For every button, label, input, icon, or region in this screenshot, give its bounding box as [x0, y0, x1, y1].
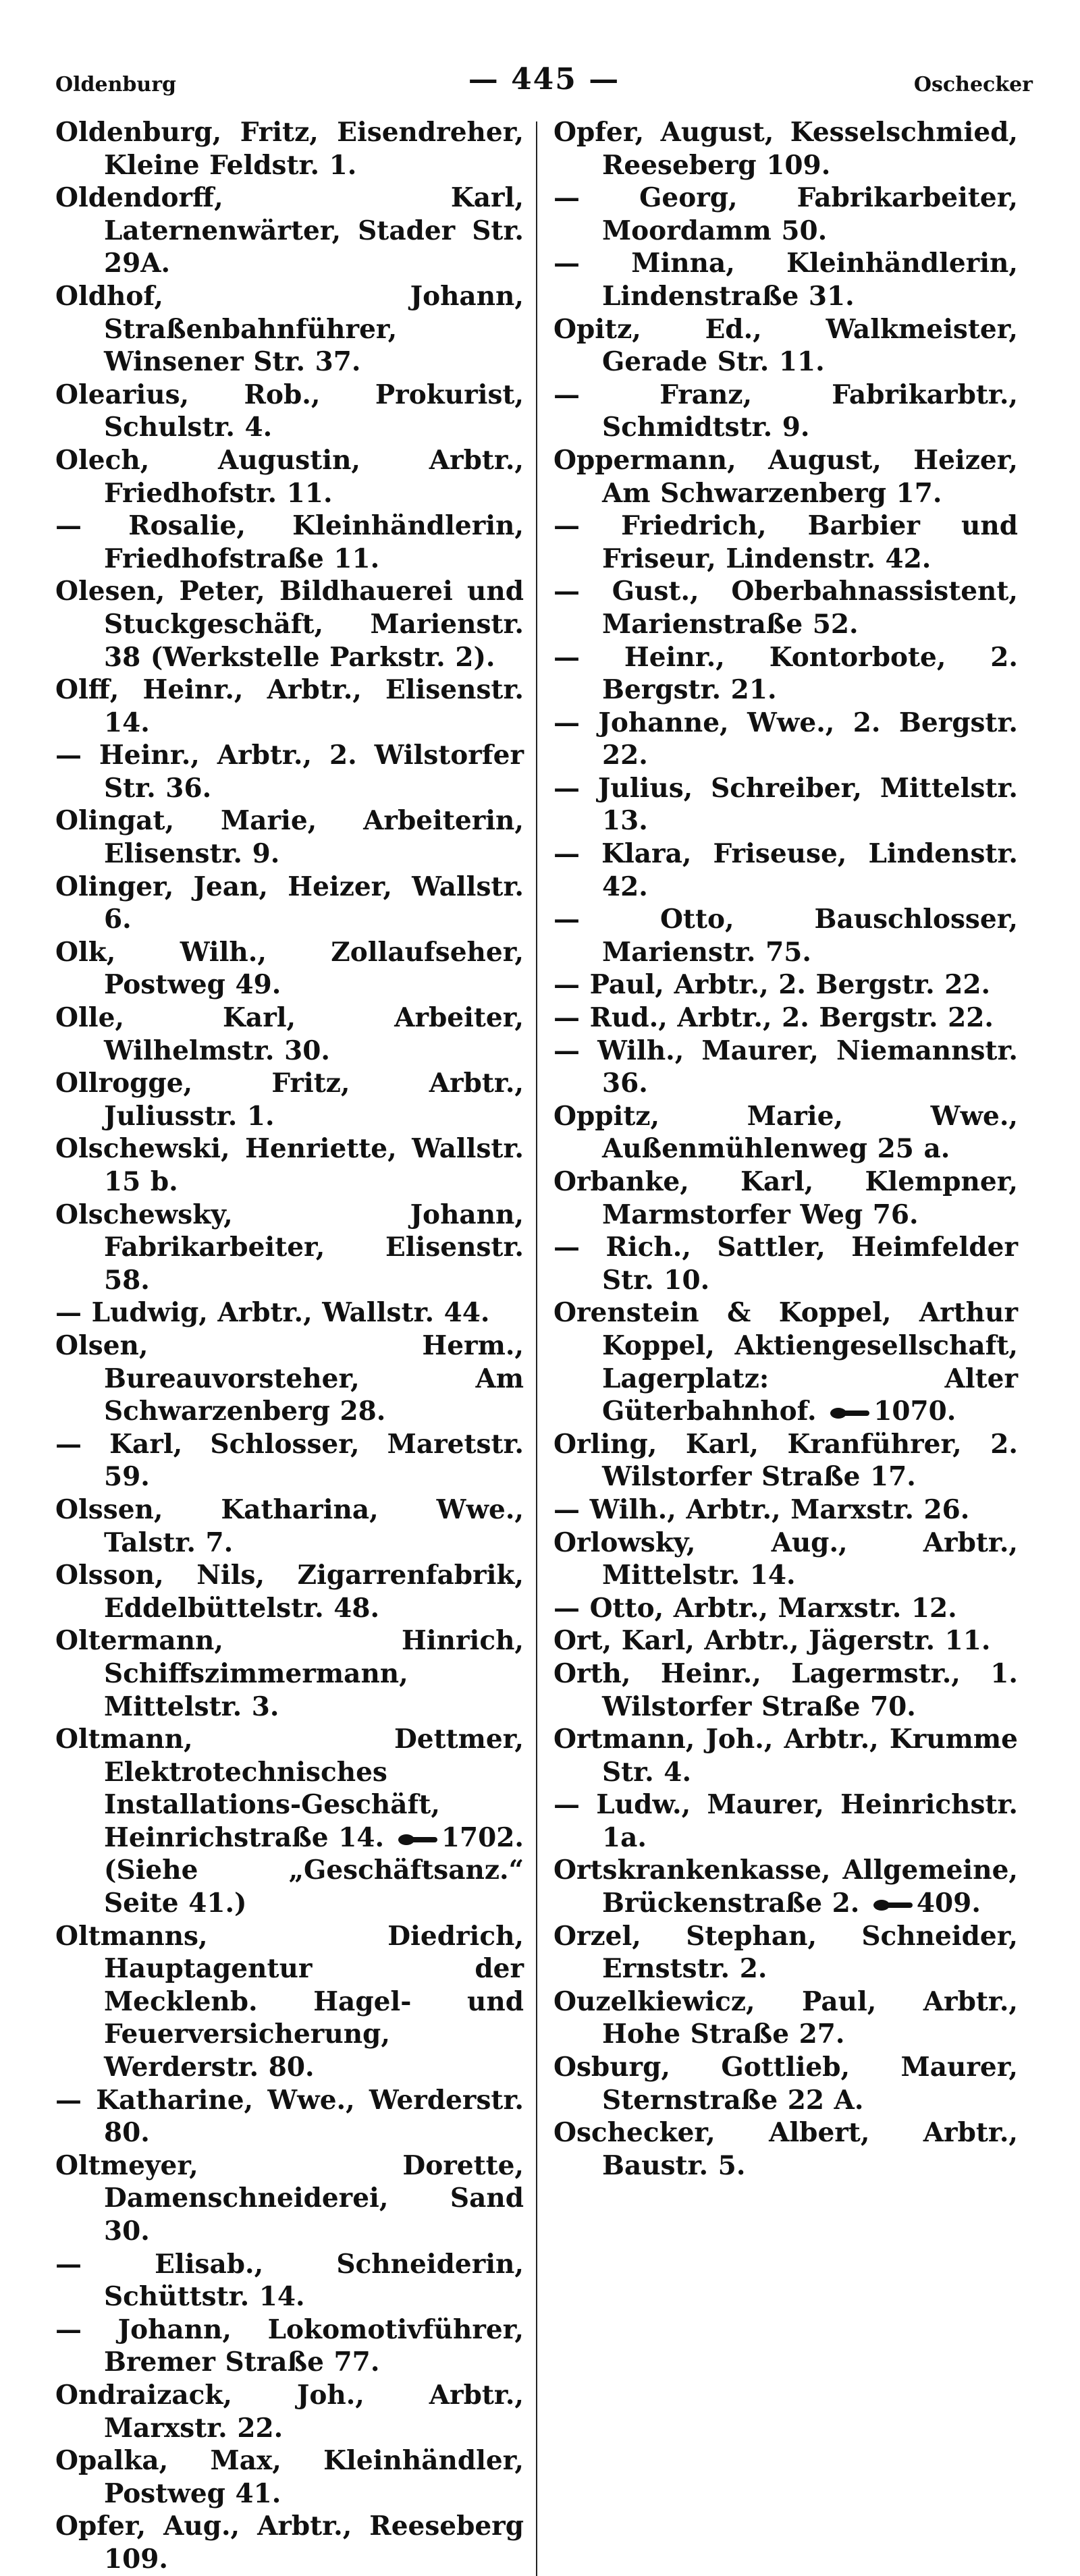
- entry-text: — Gust., Oberbahnassistent, Marienstraße 52.: [554, 576, 1018, 640]
- directory-entry: [55, 2084, 524, 2149]
- directory-entry: [55, 1002, 524, 1067]
- entry-text: Olinger, Jean, Heizer, Wallstr. 6.: [55, 871, 524, 935]
- entry-text: — Karl, Schlosser, Maretstr. 59.: [55, 1428, 524, 1493]
- directory-entry: [55, 1428, 524, 1493]
- entry-text: Olsson, Nils, Zigarrenfabrik, Eddelbüttelstr. 48.: [55, 1560, 524, 1624]
- entry-text: — Franz, Fabrikarbtr., Schmidtstr. 9.: [554, 379, 1018, 443]
- entry-text: Opalka, Max, Kleinhändler, Postweg 41.: [55, 2445, 524, 2509]
- directory-entry: [554, 1527, 1018, 1592]
- entry-text: — Heinr., Kontorbote, 2. Bergstr. 21.: [554, 641, 1018, 706]
- entry-text: Ortskrankenkasse, Allgemeine, Brückenstraße 2.: [554, 1855, 1018, 1919]
- directory-entry: [55, 1493, 524, 1559]
- entry-text: — Ludw., Maurer, Heinrichstr. 1a.: [554, 1789, 1018, 1853]
- directory-entry: [554, 1100, 1018, 1166]
- phone-number: 1070.: [873, 1396, 956, 1427]
- directory-entry: [554, 313, 1018, 379]
- directory-entry: [554, 838, 1018, 903]
- entry-text: Olsen, Herm., Bureauvorsteher, Am Schwarzenberg 28.: [55, 1330, 524, 1427]
- entry-text: — Otto, Arbtr., Marxstr. 12.: [554, 1592, 957, 1624]
- entry-text: Olle, Karl, Arbeiter, Wilhelmstr. 30.: [55, 1002, 524, 1066]
- entry-text: Oldenburg, Fritz, Eisendreher, Kleine Feldstr. 1.: [55, 117, 524, 181]
- entry-text: — Rich., Sattler, Heimfelder Str. 10.: [554, 1232, 1018, 1296]
- entry-text: — Paul, Arbtr., 2. Bergstr. 22.: [554, 969, 991, 1001]
- entry-text: Ouzelkiewicz, Paul, Arbtr., Hohe Straße 27.: [554, 1985, 1018, 2050]
- directory-entry: [55, 1330, 524, 1428]
- entry-text: Osburg, Gottlieb, Maurer, Sternstraße 22 A.: [554, 2052, 1018, 2116]
- directory-entry: [554, 1296, 1018, 1427]
- entry-text: — Rosalie, Kleinhändlerin, Friedhofstraße 11.: [55, 510, 524, 574]
- directory-entry: [554, 1002, 1018, 1035]
- directory-entry: [55, 674, 524, 739]
- directory-entry: [55, 280, 524, 379]
- entry-text: Olff, Heinr., Arbtr., Elisenstr. 14.: [55, 674, 524, 738]
- entry-text: Olingat, Marie, Arbeiterin, Elisenstr. 9.: [55, 805, 524, 870]
- directory-entry: [554, 1493, 1018, 1527]
- directory-entry: [554, 2051, 1018, 2116]
- entry-text: Ollrogge, Fritz, Arbtr., Juliusstr. 1.: [55, 1068, 524, 1132]
- entry-text: Orlowsky, Aug., Arbtr., Mittelstr. 14.: [554, 1527, 1018, 1591]
- directory-entry: [554, 575, 1018, 640]
- page-number: — 445 —: [468, 62, 620, 97]
- entry-text: Orling, Karl, Kranführer, 2. Wilstorfer Straße 17.: [554, 1428, 1018, 1493]
- entry-text: Oppermann, August, Heizer, Am Schwarzenberg 17.: [554, 444, 1018, 509]
- directory-entry: [554, 1985, 1018, 2051]
- directory-entry: [55, 871, 524, 936]
- directory-entry: [55, 739, 524, 804]
- telephone-icon: [873, 1898, 913, 1912]
- entry-text: — Johann, Lokomotivführer, Bremer Straße 77.: [55, 2313, 524, 2378]
- directory-columns: [55, 116, 1033, 2576]
- entry-text: Opfer, August, Kesselschmied, Reeseberg 109.: [554, 117, 1018, 181]
- directory-entry: [55, 510, 524, 575]
- entry-text: — Heinr., Arbtr., 2. Wilstorfer Str. 36.: [55, 740, 524, 804]
- directory-entry: [55, 116, 524, 182]
- directory-entry: [554, 1428, 1018, 1493]
- entry-text: Opitz, Ed., Walkmeister, Gerade Str. 11.: [554, 313, 1018, 378]
- directory-entry: [55, 575, 524, 674]
- entry-text: Olesen, Peter, Bildhauerei und Stuckgeschäft, Marienstr. 38 (Werkstelle Parkstr. 2).: [55, 576, 524, 673]
- directory-entry: [55, 1559, 524, 1624]
- directory-entry: [554, 182, 1018, 247]
- directory-entry: [55, 1132, 524, 1198]
- entry-text: — Wilh., Arbtr., Marxstr. 26.: [554, 1493, 970, 1525]
- directory-entry: [55, 1296, 524, 1330]
- directory-entry: [55, 1067, 524, 1132]
- entry-text: — Otto, Bauschlosser, Marienstr. 75.: [554, 904, 1018, 968]
- directory-entry: [554, 707, 1018, 772]
- entry-text: Olearius, Rob., Prokurist, Schulstr. 4.: [55, 379, 524, 443]
- directory-entry: [55, 2248, 524, 2313]
- telephone-icon: [830, 1406, 869, 1420]
- directory-entry: [55, 1624, 524, 1723]
- entry-text: — Friedrich, Barbier und Friseur, Lindenstr. 42.: [554, 510, 1018, 574]
- directory-entry: [554, 1035, 1018, 1100]
- entry-text: Oldendorff, Karl, Laternenwärter, Stader Str. 29A.: [55, 182, 524, 279]
- entry-text: Oltmann, Dettmer, Elektrotechnisches Installations-Geschäft, Heinrichstraße 14.: [55, 1724, 524, 1853]
- entry-note: (Siehe „Geschäftsanz.“ Seite 41.): [104, 1855, 524, 1919]
- directory-entry: [554, 968, 1018, 1002]
- directory-entry: [55, 444, 524, 510]
- directory-entry: [55, 804, 524, 870]
- entry-text: — Elisab., Schneiderin, Schüttstr. 14.: [55, 2248, 524, 2313]
- entry-text: Orenstein & Koppel, Arthur Koppel, Aktiengesellschaft, Lagerplatz: Alter Güterbahnhof.: [554, 1297, 1018, 1427]
- directory-entry: [55, 2379, 524, 2444]
- entry-text: — Johanne, Wwe., 2. Bergstr. 22.: [554, 707, 1018, 771]
- directory-entry: [554, 1592, 1018, 1625]
- entry-text: Oldhof, Johann, Straßenbahnführer, Winsener Str. 37.: [55, 280, 524, 378]
- entry-text: Oltmanns, Diedrich, Hauptagentur der Mecklenb. Hagel- und Feuerversicherung, Werderstr. 80.: [55, 1920, 524, 2083]
- directory-entry: [55, 182, 524, 280]
- entry-text: Orzel, Stephan, Schneider, Ernststr. 2.: [554, 1920, 1018, 1985]
- directory-entry: [554, 1657, 1018, 1723]
- left-column: [55, 116, 536, 2576]
- entry-text: — Klara, Friseuse, Lindenstr. 42.: [554, 838, 1018, 902]
- entry-text: Ondraizack, Joh., Arbtr., Marxstr. 22.: [55, 2379, 524, 2444]
- directory-entry: [554, 1854, 1018, 1919]
- entry-text: Ort, Karl, Arbtr., Jägerstr. 11.: [554, 1625, 991, 1657]
- directory-entry: [554, 1231, 1018, 1296]
- phone-number: 1702.: [441, 1821, 524, 1853]
- page-header: [55, 62, 1033, 116]
- entry-text: Orbanke, Karl, Klempner, Marmstorfer Weg 76.: [554, 1166, 1018, 1230]
- entry-text: Orth, Heinr., Lagermstr., 1. Wilstorfer Straße 70.: [554, 1657, 1018, 1722]
- directory-entry: [554, 1166, 1018, 1231]
- entry-text: — Georg, Fabrikarbeiter, Moordamm 50.: [554, 182, 1018, 246]
- directory-entry: [554, 247, 1018, 312]
- directory-entry: [554, 2116, 1018, 2182]
- entry-text: Oltmeyer, Dorette, Damenschneiderei, Sand 30.: [55, 2149, 524, 2247]
- directory-entry: [55, 379, 524, 444]
- directory-entry: [55, 2444, 524, 2510]
- directory-entry: [55, 2313, 524, 2379]
- directory-entry: [554, 116, 1018, 182]
- directory-entry: [554, 444, 1018, 510]
- entry-text: Olssen, Katharina, Wwe., Talstr. 7.: [55, 1493, 524, 1558]
- entry-text: — Julius, Schreiber, Mittelstr. 13.: [554, 772, 1018, 837]
- right-column: [537, 116, 1018, 2576]
- directory-entry: [554, 772, 1018, 838]
- directory-entry: [55, 2510, 524, 2575]
- directory-entry: [55, 2149, 524, 2248]
- entry-text: Oltermann, Hinrich, Schiffszimmermann, Mittelstr. 3.: [55, 1625, 524, 1722]
- directory-entry: [55, 936, 524, 1002]
- directory-entry: [554, 379, 1018, 444]
- directory-entry: [554, 510, 1018, 575]
- entry-text: Oschecker, Albert, Arbtr., Baustr. 5.: [554, 2117, 1018, 2181]
- entry-text: Ortmann, Joh., Arbtr., Krumme Str. 4.: [554, 1724, 1018, 1788]
- directory-entry: [554, 1920, 1018, 1985]
- entry-text: Olschewsky, Johann, Fabrikarbeiter, Elisenstr. 58.: [55, 1199, 524, 1296]
- entry-text: Olech, Augustin, Arbtr., Friedhofstr. 11.: [55, 444, 524, 509]
- entry-text: Oppitz, Marie, Wwe., Außenmühlenweg 25 a.: [554, 1100, 1018, 1165]
- directory-entry: [554, 641, 1018, 707]
- directory-entry: [554, 903, 1018, 968]
- running-head-left: Oldenburg: [55, 73, 176, 97]
- phone-number: 409.: [916, 1888, 981, 1919]
- entry-text: Olschewski, Henriette, Wallstr. 15 b.: [55, 1133, 524, 1197]
- directory-entry: [55, 1199, 524, 1297]
- entry-text: — Wilh., Maurer, Niemannstr. 36.: [554, 1035, 1018, 1099]
- directory-entry: [55, 1920, 524, 2084]
- directory-entry: [554, 1624, 1018, 1657]
- telephone-icon: [398, 1833, 437, 1846]
- entry-text: — Katharine, Wwe., Werderstr. 80.: [55, 2084, 524, 2149]
- directory-entry: [554, 1723, 1018, 1788]
- entry-text: Opfer, Aug., Arbtr., Reeseberg 109.: [55, 2511, 524, 2575]
- entry-text: — Rud., Arbtr., 2. Bergstr. 22.: [554, 1002, 994, 1034]
- running-head-right: Oschecker: [913, 73, 1033, 97]
- directory-entry: [554, 1788, 1018, 1854]
- entry-text: — Ludwig, Arbtr., Wallstr. 44.: [55, 1297, 490, 1329]
- entry-text: — Minna, Kleinhändlerin, Lindenstraße 31.: [554, 248, 1018, 312]
- entry-text: Olk, Wilh., Zollaufseher, Postweg 49.: [55, 936, 524, 1001]
